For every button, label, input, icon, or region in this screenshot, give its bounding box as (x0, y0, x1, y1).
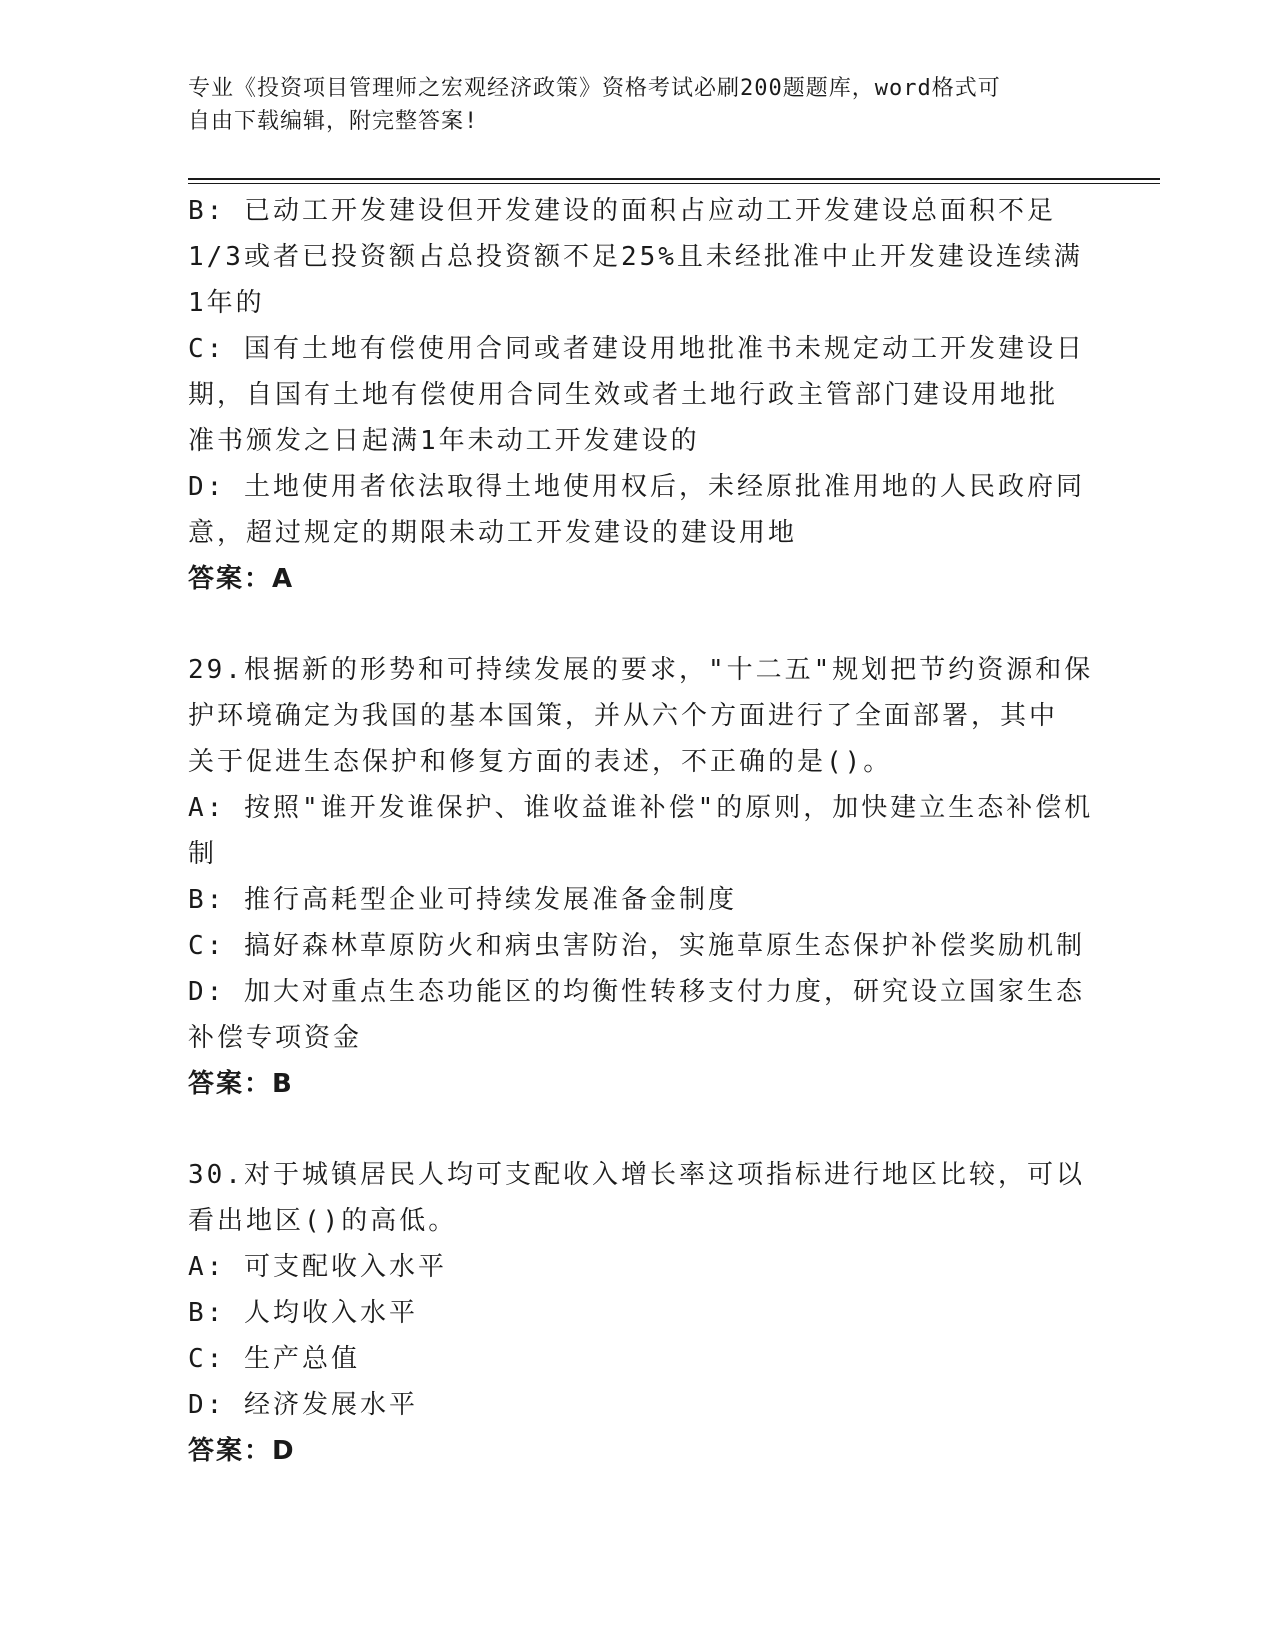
stem-line: 看出地区()的高低。 (188, 1206, 458, 1236)
option-d (188, 464, 1085, 556)
option-a (188, 785, 1094, 877)
document-header (188, 72, 1068, 138)
header-rule-thick (188, 178, 1160, 180)
option-line: B: 推行高耗型企业可持续发展准备金制度 (188, 885, 737, 915)
option-line: D: 加大对重点生态功能区的均衡性转移支付力度，研究设立国家生态 (188, 977, 1085, 1007)
header-line-1: 专业《投资项目管理师之宏观经济政策》资格考试必刷200题题库，word格式可 (188, 76, 1001, 101)
stem-line: 关于促进生态保护和修复方面的表述，不正确的是()。 (188, 747, 893, 777)
option-d (188, 969, 1085, 1061)
option-line: C: 国有土地有偿使用合同或者建设用地批准书未规定动工开发建设日 (188, 334, 1085, 364)
option-line: 意，超过规定的期限未动工开发建设的建设用地 (188, 518, 798, 548)
answer-line: 答案：B (188, 1069, 294, 1099)
option-c (188, 326, 1085, 464)
option-line: 1/3或者已投资额占总投资额不足25%且未经批准中止开发建设连续满 (188, 242, 1083, 272)
option-line: D: 经济发展水平 (188, 1390, 418, 1420)
option-d (188, 1382, 1078, 1428)
answer-line: 答案：D (188, 1436, 296, 1466)
option-line: 1年的 (188, 288, 265, 318)
option-b (188, 1290, 1078, 1336)
option-b (188, 188, 1083, 326)
option-c (188, 1336, 1078, 1382)
stem-line: 护环境确定为我国的基本国策，并从六个方面进行了全面部署，其中 (188, 701, 1059, 731)
option-line: C: 生产总值 (188, 1344, 360, 1374)
question-spacer (188, 1107, 1078, 1152)
option-c (188, 923, 1085, 969)
option-line: D: 土地使用者依法取得土地使用权后，未经原批准用地的人民政府同 (188, 472, 1085, 502)
question-30 (188, 1152, 1085, 1474)
option-a (188, 1244, 1078, 1290)
option-line: 制 (188, 839, 218, 869)
header-rule-thin (188, 183, 1160, 184)
header-line-2: 自由下载编辑，附完整答案! (188, 109, 479, 134)
option-line: B: 已动工开发建设但开发建设的面积占应动工开发建设总面积不足 (188, 196, 1056, 226)
document-body (188, 188, 1094, 1474)
option-line: A: 可支配收入水平 (188, 1252, 447, 1282)
question-stem (188, 647, 1094, 785)
option-line: B: 人均收入水平 (188, 1298, 418, 1328)
answer-line: 答案：A (188, 564, 295, 594)
option-line: 补偿专项资金 (188, 1023, 363, 1053)
option-b (188, 877, 1078, 923)
option-line: 期，自国有土地有偿使用合同生效或者土地行政主管部门建设用地批 (188, 380, 1059, 410)
question-spacer (188, 602, 1078, 647)
question-stem (188, 1152, 1085, 1244)
option-line: 准书颁发之日起满1年未动工开发建设的 (188, 426, 700, 456)
question-28 (188, 188, 1085, 602)
stem-line: 29.根据新的形势和可持续发展的要求，"十二五"规划把节约资源和保 (188, 655, 1094, 685)
option-line: C: 搞好森林草原防火和病虫害防治，实施草原生态保护补偿奖励机制 (188, 931, 1085, 961)
question-29 (188, 647, 1094, 1107)
option-line: A: 按照"谁开发谁保护、谁收益谁补偿"的原则，加快建立生态补偿机 (188, 793, 1094, 823)
stem-line: 30.对于城镇居民人均可支配收入增长率这项指标进行地区比较，可以 (188, 1160, 1085, 1190)
